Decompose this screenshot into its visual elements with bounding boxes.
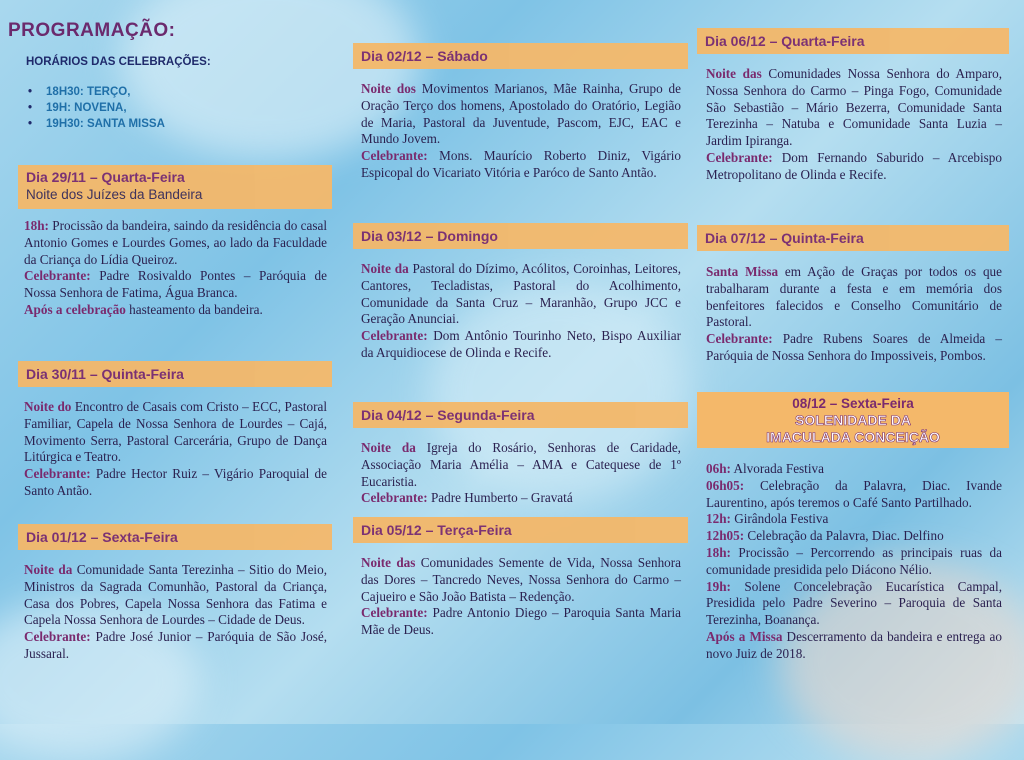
text: Dom Antônio Tourinho Neto, Bispo Auxiliar da Arquidiocese de Olinda e Recife. (361, 328, 681, 360)
lead: Santa Missa (706, 264, 779, 279)
lead: Noite do (24, 399, 72, 414)
text: Girândola Festiva (730, 511, 829, 527)
day-content (24, 218, 327, 319)
lead: Noite dos (361, 81, 416, 96)
day-content (361, 81, 681, 182)
lead: Celebrante: (24, 466, 91, 482)
lead: Noite da (361, 440, 416, 455)
text: Comunidades Semente de Vida, Nossa Senhora das Dores – Tancredo Neves, Nossa Senhora do Carmo – Cajueiro e São João Batista – Redenção. (361, 555, 681, 604)
text: Padre Antonio Diego – Paroquia Santa Maria Mãe de Deus. (361, 605, 681, 638)
solemnity-header (697, 392, 1009, 448)
lead: Celebrante: (361, 490, 428, 506)
text: Alvorada Festiva (730, 461, 824, 476)
text: Procissão da bandeira, saindo da residência do casal Antonio Gomes e Lourdes Gomes, ao lado da Faculdade da Criança do Lídia Queiroz. (24, 218, 327, 267)
day-header-title: Dia 06/12 – Quarta-Feira (705, 33, 865, 49)
day-header-title: Dia 30/11 – Quinta-Feira (26, 366, 184, 382)
celebration-times (28, 84, 165, 132)
day-header (697, 28, 1009, 54)
day-header-subtitle: Noite dos Juízes da Bandeira (26, 187, 203, 202)
day-header-title: 08/12 – Sexta-Feira (792, 396, 914, 411)
day-content (361, 555, 681, 639)
lead: Após a celebração (24, 301, 126, 317)
lead: Celebrante: (361, 328, 428, 344)
day-content (706, 461, 1002, 663)
day-content (24, 399, 327, 500)
text: Comunidade Santa Terezinha – Sitio do Meio, Ministros da Sagrada Comunhão, Pastoral da Criança, Casa dos Pobres, Capela Nossa Senhora das Fatima e Capela Nossa Senhora de Lourdes – Cidade de Deus. (24, 562, 327, 628)
day-header (353, 517, 688, 543)
lead: Noite das (706, 66, 762, 81)
day-header (353, 43, 688, 69)
lead: Noite das (361, 555, 416, 570)
lead: Celebrante: (24, 629, 91, 645)
text: Celebração da Palavra, Diac. Delfino (744, 528, 944, 544)
day-header (353, 223, 688, 249)
text: Comunidades Nossa Senhora do Amparo, Nossa Senhora do Carmo – Pinga Fogo, Comunidade São Sebastião – Mário Bezerra, Comunidade Santa Terezinha – Natuba e Comunidade Santa Luzia – Jardim Ipiranga. (706, 66, 1002, 149)
day-content (361, 261, 681, 362)
day-header-title: Dia 29/11 – Quarta-Feira (26, 169, 185, 185)
text: Dom Fernando Saburido – Arcebispo Metropolitano de Olinda e Recife. (706, 149, 1002, 182)
lead: Celebrante: (24, 268, 91, 284)
lead: 06h05: (706, 477, 745, 493)
day-header-title: Dia 05/12 – Terça-Feira (361, 522, 512, 538)
text: em Ação de Graças por todos os que trabalharam durante a festa e em memória dos benfeitores falecidos e Conselho Comunitário de Pastoral. (706, 264, 1002, 330)
solemnity-title-line2: IMACULADA CONCEIÇÃO (766, 429, 940, 445)
time-item: • 19H30: SANTA MISSA (28, 116, 165, 132)
text: Celebração da Palavra, Diac. Ivande Laurentino, após teremos o Café Santo Partilhado. (706, 477, 1002, 510)
text: Padre Rubens Soares de Almeida – Paróquia de Nossa Senhora do Impossiveis, Pombos. (706, 331, 1002, 363)
text: Solene Concelebração Eucarística Campal, Presidida pelo Padre Severino – Paroquia de Santa Terezinha, Boanança. (706, 578, 1002, 628)
text: Pastoral do Dízimo, Acólitos, Coroinhas, Leitores, Cantores, Tecladistas, Pastoral do Acolhimento, Comunidade da Santa Cruz – Maranhão, Grupo JCC e Geração Anunciai. (361, 261, 681, 327)
text: Procissão – Percorrendo as principais ruas da comunidade presidida pelo Diácono Nélio. (706, 544, 1002, 577)
day-header (18, 524, 332, 550)
text: Encontro de Casais com Cristo – ECC, Pastoral Familiar, Capela de Nossa Senhora de Lourdes – Cajá, Movimento Serra, Pastoral Carcerária, Grupo de Dança Litúrgica e Teatro. (24, 399, 327, 465)
lead: Noite da (361, 261, 409, 276)
text: Padre José Junior – Paróquia de São José, Jussaral. (24, 629, 327, 661)
programacao-title: PROGRAMAÇÃO: (8, 20, 176, 41)
day-content (706, 264, 1002, 365)
day-header-title: Dia 03/12 – Domingo (361, 228, 498, 244)
lead: Celebrante: (361, 605, 428, 621)
day-header (18, 165, 332, 209)
programacao-subtitle: HORÁRIOS DAS CELEBRAÇÕES: (26, 56, 211, 68)
text: hasteamento da bandeira. (125, 301, 263, 317)
lead: 18h: (24, 218, 49, 233)
lead: Noite da (24, 562, 73, 577)
day-header-title: Dia 04/12 – Segunda-Feira (361, 407, 535, 423)
text: Descerramento da bandeira e entrega ao novo Juiz de 2018. (706, 628, 1002, 661)
day-header-title: Dia 02/12 – Sábado (361, 48, 488, 64)
text: Padre Hector Ruiz – Vigário Paroquial de Santo Antão. (24, 466, 327, 498)
lead: 12h05: (706, 528, 745, 544)
lead: 12h: (706, 511, 731, 527)
lead: 19h: (706, 578, 731, 594)
day-content (361, 440, 681, 507)
time-item: • 19H: NOVENA, (28, 100, 165, 116)
solemnity-title-line1: SOLENIDADE DA (795, 412, 911, 428)
day-content (706, 66, 1002, 184)
lead: 18h: (706, 544, 731, 560)
day-header (18, 361, 332, 387)
lead: Celebrante: (706, 331, 773, 347)
lead: Após a Missa (706, 628, 783, 644)
text: Movimentos Marianos, Mãe Rainha, Grupo de Oração Terço dos homens, Apostolado do Oratório, Legião de Maria, Pastoral da Juventude, Pascom, EJC, EAC e Mundo Jovem. (361, 81, 681, 147)
lead: Celebrante: (361, 148, 428, 164)
text: Mons. Maurício Roberto Diniz, Vigário Espicopal do Vicariato Vitória e Paróco de Santo Antão. (361, 148, 681, 180)
day-header-title: Dia 07/12 – Quinta-Feira (705, 230, 864, 246)
text: Padre Humberto – Gravatá (427, 490, 573, 506)
text: Padre Rosivaldo Pontes – Paróquia de Nossa Senhora de Fatima, Água Branca. (24, 268, 327, 301)
day-header (353, 402, 688, 428)
lead: 06h: (706, 461, 731, 476)
text: Igreja do Rosário, Senhoras de Caridade, Associação Maria Amélia – AMA e Catequese de 1º Eucaristia. (361, 440, 681, 489)
day-header (697, 225, 1009, 251)
day-header-title: Dia 01/12 – Sexta-Feira (26, 529, 178, 545)
time-item: • 18H30: TERÇO, (28, 84, 165, 100)
lead: Celebrante: (706, 149, 773, 165)
day-content (24, 562, 327, 663)
